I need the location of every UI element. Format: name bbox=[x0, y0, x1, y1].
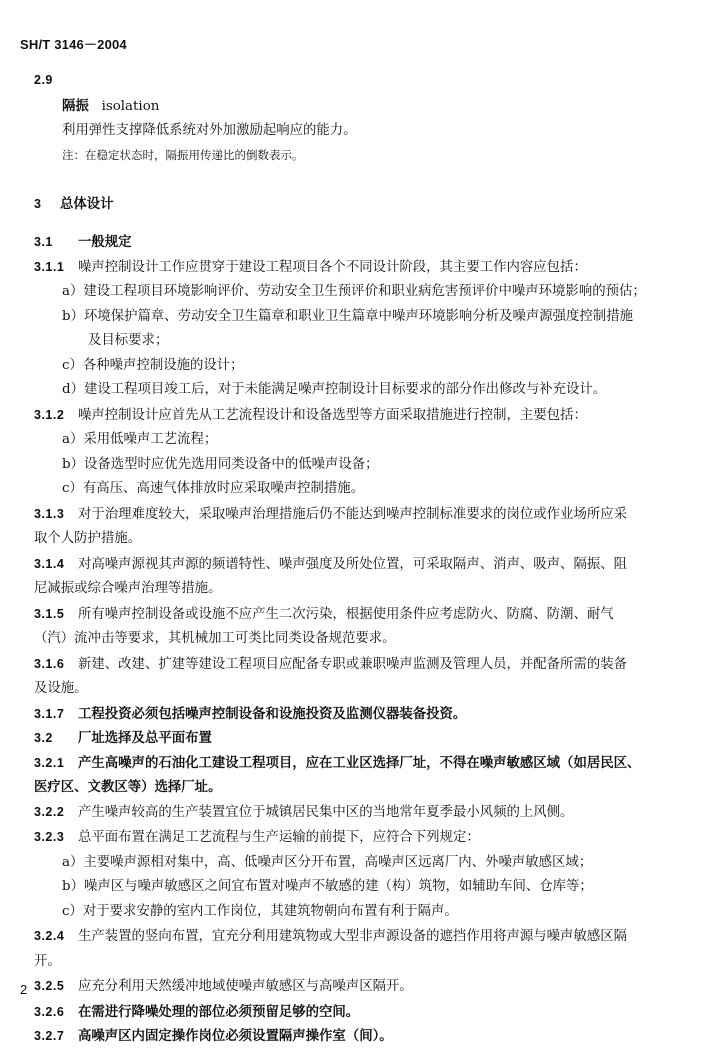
list-item: d）建设工程项目竣工后，对于未能满足噪声控制设计目标要求的部分作出修改与补充设计。 bbox=[62, 382, 607, 397]
clause-3-1-2: 3.1.2 噪声控制设计应首先从工艺流程设计和设备选型等方面采取措施进行控制，主要包括： bbox=[34, 407, 587, 423]
clause-continuation: （汽）流冲击等要求，其机械加工可类比同类设备规范要求。 bbox=[34, 631, 396, 646]
clause-continuation: 医疗区、文教区等）选择厂址。 bbox=[34, 779, 222, 795]
list-item: b）噪声区与噪声敏感区之间宜布置对噪声不敏感的建（构）筑物，如辅助车间、仓库等； bbox=[62, 879, 593, 894]
list-item: a）建设工程项目环境影响评价、劳动安全卫生预评价和职业病危害预评价中噪声环境影响的预估； bbox=[62, 284, 646, 299]
clause-3-2-3: 3.2.3 总平面布置在满足工艺流程与生产运输的前提下，应符合下列规定： bbox=[34, 830, 480, 845]
page-number: 2 bbox=[20, 982, 28, 997]
section-3-2-heading: 3.2 厂址选择及总平面布置 bbox=[34, 730, 212, 746]
list-item: b）环境保护篇章、劳动安全卫生篇章和职业卫生篇章中噪声环境影响分析及噪声源强度控制措施 bbox=[62, 308, 633, 324]
clause-3-2-6: 3.2.6 在需进行降噪处理的部位必须预留足够的空间。 bbox=[34, 1003, 360, 1020]
list-item: c）各种噪声控制设施的设计； bbox=[62, 357, 244, 373]
section-3-1-heading: 3.1 一般规定 bbox=[34, 234, 132, 250]
clause-3-1-7: 3.1.7 工程投资必须包括噪声控制设备和设施投资及监测仪器装备投资。 bbox=[34, 705, 467, 722]
term-isolation bbox=[34, 94, 674, 120]
clause-3-1-1: 3.1.1 噪声控制设计工作应贯穿于建设工程项目各个不同设计阶段，其主要工作内容应包括： bbox=[34, 259, 587, 275]
term-chinese: 隔振 bbox=[62, 97, 89, 114]
clause-3-1-5: 3.1.5 所有噪声控制设备或设施不应产生二次污染，根据使用条件应考虑防火、防腐、防潮、耐气 bbox=[34, 606, 614, 622]
clause-continuation: 开。 bbox=[34, 953, 61, 969]
list-item: a）采用低噪声工艺流程； bbox=[62, 432, 218, 447]
clause-3-2-5: 3.2.5 应充分利用天然缓冲地域使噪声敏感区与高噪声区隔开。 bbox=[34, 979, 413, 994]
term-english: isolation bbox=[101, 98, 160, 114]
clause-3-1-6: 3.1.6 新建、改建、扩建等建设工程项目应配备专职或兼职噪声监测及管理人员，并配备所需的装备 bbox=[34, 656, 628, 672]
clause-3-2-1: 3.2.1 产生高噪声的石油化工建设工程项目，应在工业区选择厂址，不得在噪声敏感区域（如居民区、 bbox=[34, 754, 641, 771]
list-item: a）主要噪声源相对集中，高、低噪声区分开布置，高噪声区远离厂内、外噪声敏感区域； bbox=[62, 854, 593, 870]
clause-3-2-4: 3.2.4 生产装置的竖向布置，宜充分利用建筑物或大型非声源设备的遮挡作用将声源与噪声敏感区隔 bbox=[34, 929, 628, 944]
clause-continuation: 取个人防护措施。 bbox=[34, 531, 142, 546]
list-item: c）对于要求安静的室内工作岗位，其建筑物朝向布置有利于隔声。 bbox=[62, 903, 458, 919]
clause-continuation: 尼减振或综合噪声治理等措施。 bbox=[34, 581, 222, 596]
list-item: c）有高压、高速气体排放时应采取噪声控制措施。 bbox=[62, 481, 365, 496]
document-body bbox=[34, 68, 674, 1049]
clause-3-2-2: 3.2.2 产生噪声较高的生产装置宜位于城镇居民集中区的当地常年夏季最小风频的上风侧。 bbox=[34, 804, 574, 820]
page-header-standard-number: SH/T 3146－2004 bbox=[20, 37, 127, 52]
clause-3-1-4: 3.1.4 对高噪声源视其声源的频谱特性、噪声强度及所处位置，可采取隔声、消声、吸声、隔振、阻 bbox=[34, 556, 628, 572]
clause-continuation: 及设施。 bbox=[34, 681, 88, 696]
section-3-heading: 3 总体设计 bbox=[34, 195, 114, 212]
clause-3-1-3: 3.1.3 对于治理难度较大，采取噪声治理措施后仍不能达到噪声控制标准要求的岗位或作业场所应采 bbox=[34, 506, 628, 522]
clause-3-2-7: 3.2.7 高噪声区内固定操作岗位必须设置隔声操作室（间）。 bbox=[34, 1028, 393, 1044]
clause-2-9-number: 2.9 bbox=[34, 73, 53, 87]
list-item-continuation: 及目标要求； bbox=[88, 333, 169, 348]
list-item: b）设备选型时应优先选用同类设备中的低噪声设备； bbox=[62, 456, 379, 472]
term-note: 注：在稳定状态时，隔振用传递比的倒数表示。 bbox=[62, 147, 304, 162]
term-definition: 利用弹性支撑降低系统对外加激励起响应的能力。 bbox=[62, 123, 357, 138]
